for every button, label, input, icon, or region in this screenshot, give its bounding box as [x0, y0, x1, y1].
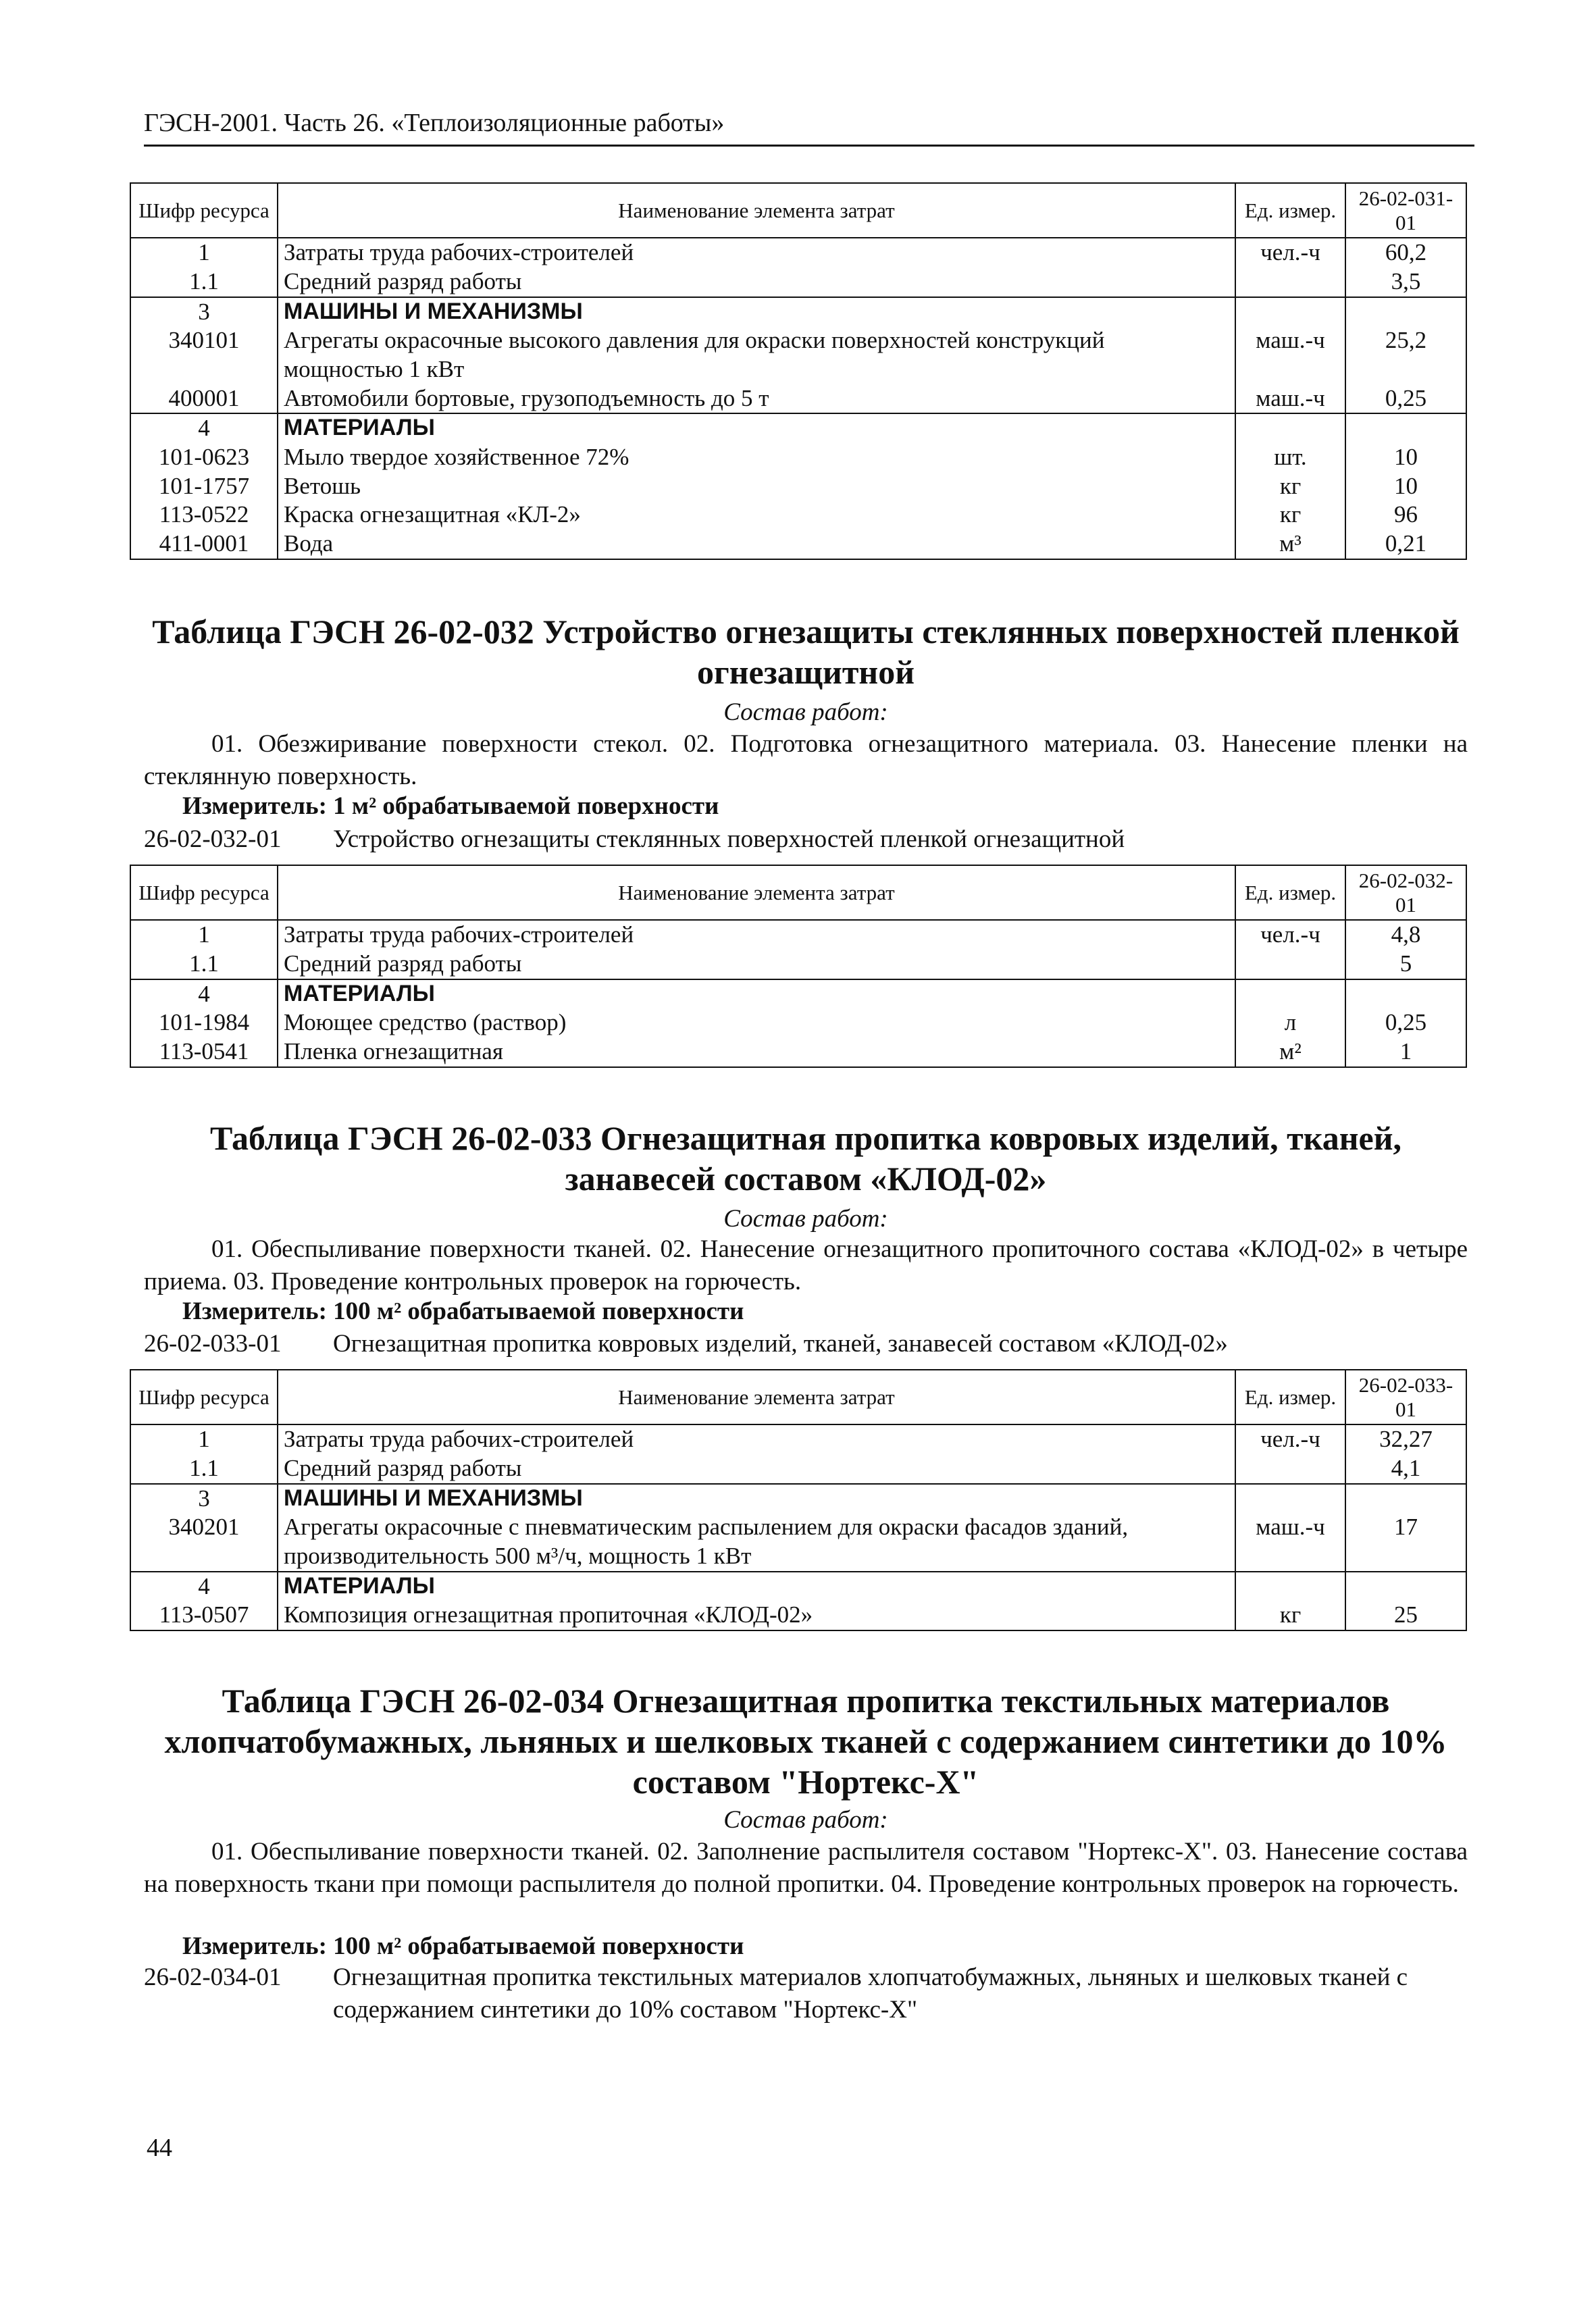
norm-line-033: [144, 1328, 1468, 1360]
resource-code-cell: 113-0522: [130, 500, 278, 530]
element-name-cell: МАТЕРИАЛЫ: [278, 979, 1235, 1009]
norm-code: 26-02-034-01: [144, 1963, 282, 1991]
unit-cell: [1235, 413, 1345, 443]
element-name-cell: МАШИНЫ И МЕХАНИЗМЫ: [278, 1484, 1235, 1514]
norm-table-033: [130, 1369, 1467, 1631]
resource-code-cell: 4: [130, 979, 278, 1009]
norm-value-cell: 10: [1345, 472, 1466, 501]
unit-cell: м²: [1235, 1037, 1345, 1067]
element-name-cell: Затраты труда рабочих-строителей: [278, 1424, 1235, 1454]
resource-code-cell: 340101: [130, 326, 278, 384]
unit-cell: [1235, 950, 1345, 979]
unit-cell: кг: [1235, 500, 1345, 530]
table-row: [130, 1037, 1466, 1067]
norm-text: Огнезащитная пропитка текстильных материалов хлопчатобумажных, льняных и шелковых тканей с содержанием синтетики до 10% составом "Нортекс-Х": [333, 1963, 1408, 2024]
col-header-name: Наименование элемента затрат: [278, 865, 1235, 920]
unit-cell: л: [1235, 1008, 1345, 1037]
resource-code-cell: 4: [130, 1572, 278, 1601]
resource-code-cell: 1: [130, 920, 278, 950]
norm-table-032: [130, 865, 1467, 1068]
table-row: [130, 500, 1466, 530]
table-row: [130, 443, 1466, 472]
work-description-034: 01. Обеспыливание поверхности тканей. 02. Заполнение распылителя составом "Нортекс-Х". 03. Нанесение состава на поверхность ткани при помощи распылителя до полной пропитки. 04. Проведение контрольных проверок на горючесть.: [144, 1838, 1468, 1899]
meter-034: Измеритель: 100 м² обрабатываемой поверхности: [182, 1932, 744, 1960]
element-name-cell: МАТЕРИАЛЫ: [278, 1572, 1235, 1601]
col-header-code: Шифр ресурса: [130, 183, 278, 238]
unit-cell: шт.: [1235, 443, 1345, 472]
col-header-name: Наименование элемента затрат: [278, 183, 1235, 238]
table-row: [130, 1601, 1466, 1630]
norm-line-032: [144, 823, 1468, 856]
norm-value-cell: 10: [1345, 443, 1466, 472]
element-name-cell: Мыло твердое хозяйственное 72%: [278, 443, 1235, 472]
table-row: [130, 384, 1466, 414]
table-row: [130, 297, 1466, 327]
unit-cell: чел.-ч: [1235, 1424, 1345, 1454]
element-name-cell: Автомобили бортовые, грузоподъемность до 5 т: [278, 384, 1235, 414]
work-description-032: 01. Обезжиривание поверхности стекол. 02. Подготовка огнезащитного материала. 03. Нанесение пленки на стеклянную поверхность.: [144, 730, 1468, 791]
table-row: [130, 530, 1466, 559]
element-name-cell: Затраты труда рабочих-строителей: [278, 920, 1235, 950]
norm-value-cell: 0,21: [1345, 530, 1466, 559]
norm-value-cell: 3,5: [1345, 267, 1466, 297]
unit-cell: [1235, 1484, 1345, 1514]
col-header-code: Шифр ресурса: [130, 865, 278, 920]
unit-cell: [1235, 297, 1345, 327]
table-row: [130, 1513, 1466, 1571]
unit-cell: маш.-ч: [1235, 1513, 1345, 1571]
norm-value-cell: 96: [1345, 500, 1466, 530]
unit-cell: чел.-ч: [1235, 238, 1345, 267]
unit-cell: маш.-ч: [1235, 326, 1345, 384]
resource-code-cell: 4: [130, 413, 278, 443]
sostav-label-034: Состав работ:: [723, 1806, 888, 1834]
table-title-034: Таблица ГЭСН 26-02-034 Огнезащитная пропитка текстильных материалов хлопчатобумажных, льняных и шелковых тканей с содержанием синтетики до 10% составом "Нортекс-Х": [164, 1682, 1447, 1801]
unit-cell: [1235, 1572, 1345, 1601]
table-row: [130, 413, 1466, 443]
col-header-unit: Ед. измер.: [1235, 865, 1345, 920]
table-row: [130, 472, 1466, 501]
table-row: [130, 920, 1466, 950]
norm-value-cell: 0,25: [1345, 384, 1466, 414]
table-row: [130, 1484, 1466, 1514]
norm-value-cell: 5: [1345, 950, 1466, 979]
norm-value-cell: [1345, 1572, 1466, 1601]
element-name-cell: Композиция огнезащитная пропиточная «КЛОД-02»: [278, 1601, 1235, 1630]
element-name-cell: МАТЕРИАЛЫ: [278, 413, 1235, 443]
norm-value-cell: 25,2: [1345, 326, 1466, 384]
resource-code-cell: 113-0541: [130, 1037, 278, 1067]
element-name-cell: Затраты труда рабочих-строителей: [278, 238, 1235, 267]
norm-table-031: [130, 182, 1467, 560]
col-header-unit: Ед. измер.: [1235, 183, 1345, 238]
col-header-unit: Ед. измер.: [1235, 1370, 1345, 1424]
work-description-033: 01. Обеспыливание поверхности тканей. 02. Нанесение огнезащитного пропиточного состава «КЛОД-02» в четыре приема. 03. Проведение контрольных проверок на горючесть.: [144, 1235, 1468, 1296]
resource-code-cell: 340201: [130, 1513, 278, 1571]
element-name-cell: Моющее средство (раствор): [278, 1008, 1235, 1037]
sostav-label-032: Состав работ:: [723, 698, 888, 726]
element-name-cell: Средний разряд работы: [278, 1454, 1235, 1484]
norm-value-cell: 60,2: [1345, 238, 1466, 267]
table-row: [130, 238, 1466, 267]
col-header-code: Шифр ресурса: [130, 1370, 278, 1424]
norm-value-cell: 4,1: [1345, 1454, 1466, 1484]
table-row: [130, 1008, 1466, 1037]
table-row: [130, 950, 1466, 979]
col-header-name: Наименование элемента затрат: [278, 1370, 1235, 1424]
unit-cell: м³: [1235, 530, 1345, 559]
unit-cell: маш.-ч: [1235, 384, 1345, 414]
norm-value-cell: 4,8: [1345, 920, 1466, 950]
norm-value-cell: 17: [1345, 1513, 1466, 1571]
resource-code-cell: 3: [130, 1484, 278, 1514]
unit-cell: [1235, 1454, 1345, 1484]
table-row: [130, 326, 1466, 384]
norm-value-cell: 1: [1345, 1037, 1466, 1067]
resource-code-cell: 113-0507: [130, 1601, 278, 1630]
norm-value-cell: [1345, 413, 1466, 443]
table-row: [130, 267, 1466, 297]
resource-code-cell: 1.1: [130, 267, 278, 297]
table-row: [130, 1454, 1466, 1484]
norm-value-cell: [1345, 1484, 1466, 1514]
element-name-cell: Агрегаты окрасочные высокого давления для окраски поверхностей конструкций мощностью 1 кВт: [278, 326, 1235, 384]
running-header: ГЭСН-2001. Часть 26. «Теплоизоляционные работы»: [144, 108, 1474, 147]
norm-code: 26-02-033-01: [144, 1330, 282, 1358]
unit-cell: кг: [1235, 472, 1345, 501]
table-title-032: Таблица ГЭСН 26-02-032 Устройство огнезащиты стеклянных поверхностей пленкой огнезащитной: [152, 613, 1460, 691]
norm-value-cell: [1345, 979, 1466, 1009]
col-header-norm-code: 26-02-031-01: [1345, 183, 1466, 238]
element-name-cell: Ветошь: [278, 472, 1235, 501]
resource-code-cell: 1: [130, 1424, 278, 1454]
resource-code-cell: 400001: [130, 384, 278, 414]
meter-032: Измеритель: 1 м² обрабатываемой поверхности: [182, 792, 719, 820]
element-name-cell: Пленка огнезащитная: [278, 1037, 1235, 1067]
element-name-cell: Краска огнезащитная «КЛ-2»: [278, 500, 1235, 530]
norm-value-cell: 25: [1345, 1601, 1466, 1630]
meter-033: Измеритель: 100 м² обрабатываемой поверхности: [182, 1297, 744, 1325]
resource-code-cell: 1.1: [130, 1454, 278, 1484]
unit-cell: [1235, 979, 1345, 1009]
resource-code-cell: 411-0001: [130, 530, 278, 559]
resource-code-cell: 101-0623: [130, 443, 278, 472]
sostav-label-033: Состав работ:: [723, 1205, 888, 1233]
element-name-cell: МАШИНЫ И МЕХАНИЗМЫ: [278, 297, 1235, 327]
norm-value-cell: [1345, 297, 1466, 327]
resource-code-cell: 101-1757: [130, 472, 278, 501]
norm-text: Огнезащитная пропитка ковровых изделий, тканей, занавесей составом «КЛОД-02»: [333, 1330, 1228, 1358]
page-number: 44: [147, 2134, 172, 2162]
norm-value-cell: 0,25: [1345, 1008, 1466, 1037]
resource-code-cell: 101-1984: [130, 1008, 278, 1037]
norm-value-cell: 32,27: [1345, 1424, 1466, 1454]
element-name-cell: Средний разряд работы: [278, 950, 1235, 979]
unit-cell: чел.-ч: [1235, 920, 1345, 950]
resource-code-cell: 3: [130, 297, 278, 327]
col-header-norm-code: 26-02-032-01: [1345, 865, 1466, 920]
table-row: [130, 1424, 1466, 1454]
element-name-cell: Средний разряд работы: [278, 267, 1235, 297]
resource-code-cell: 1: [130, 238, 278, 267]
unit-cell: кг: [1235, 1601, 1345, 1630]
table-title-033: Таблица ГЭСН 26-02-033 Огнезащитная пропитка ковровых изделий, тканей, занавесей составом «КЛОД-02»: [209, 1119, 1402, 1198]
norm-line-034: [144, 1961, 1468, 2026]
table-row: [130, 979, 1466, 1009]
element-name-cell: Агрегаты окрасочные с пневматическим распылением для окраски фасадов зданий, производительность 500 м³/ч, мощность 1 кВт: [278, 1513, 1235, 1571]
element-name-cell: Вода: [278, 530, 1235, 559]
resource-code-cell: 1.1: [130, 950, 278, 979]
norm-text: Устройство огнезащиты стеклянных поверхностей пленкой огнезащитной: [333, 825, 1125, 853]
col-header-norm-code: 26-02-033-01: [1345, 1370, 1466, 1424]
table-row: [130, 1572, 1466, 1601]
unit-cell: [1235, 267, 1345, 297]
norm-code: 26-02-032-01: [144, 825, 282, 853]
